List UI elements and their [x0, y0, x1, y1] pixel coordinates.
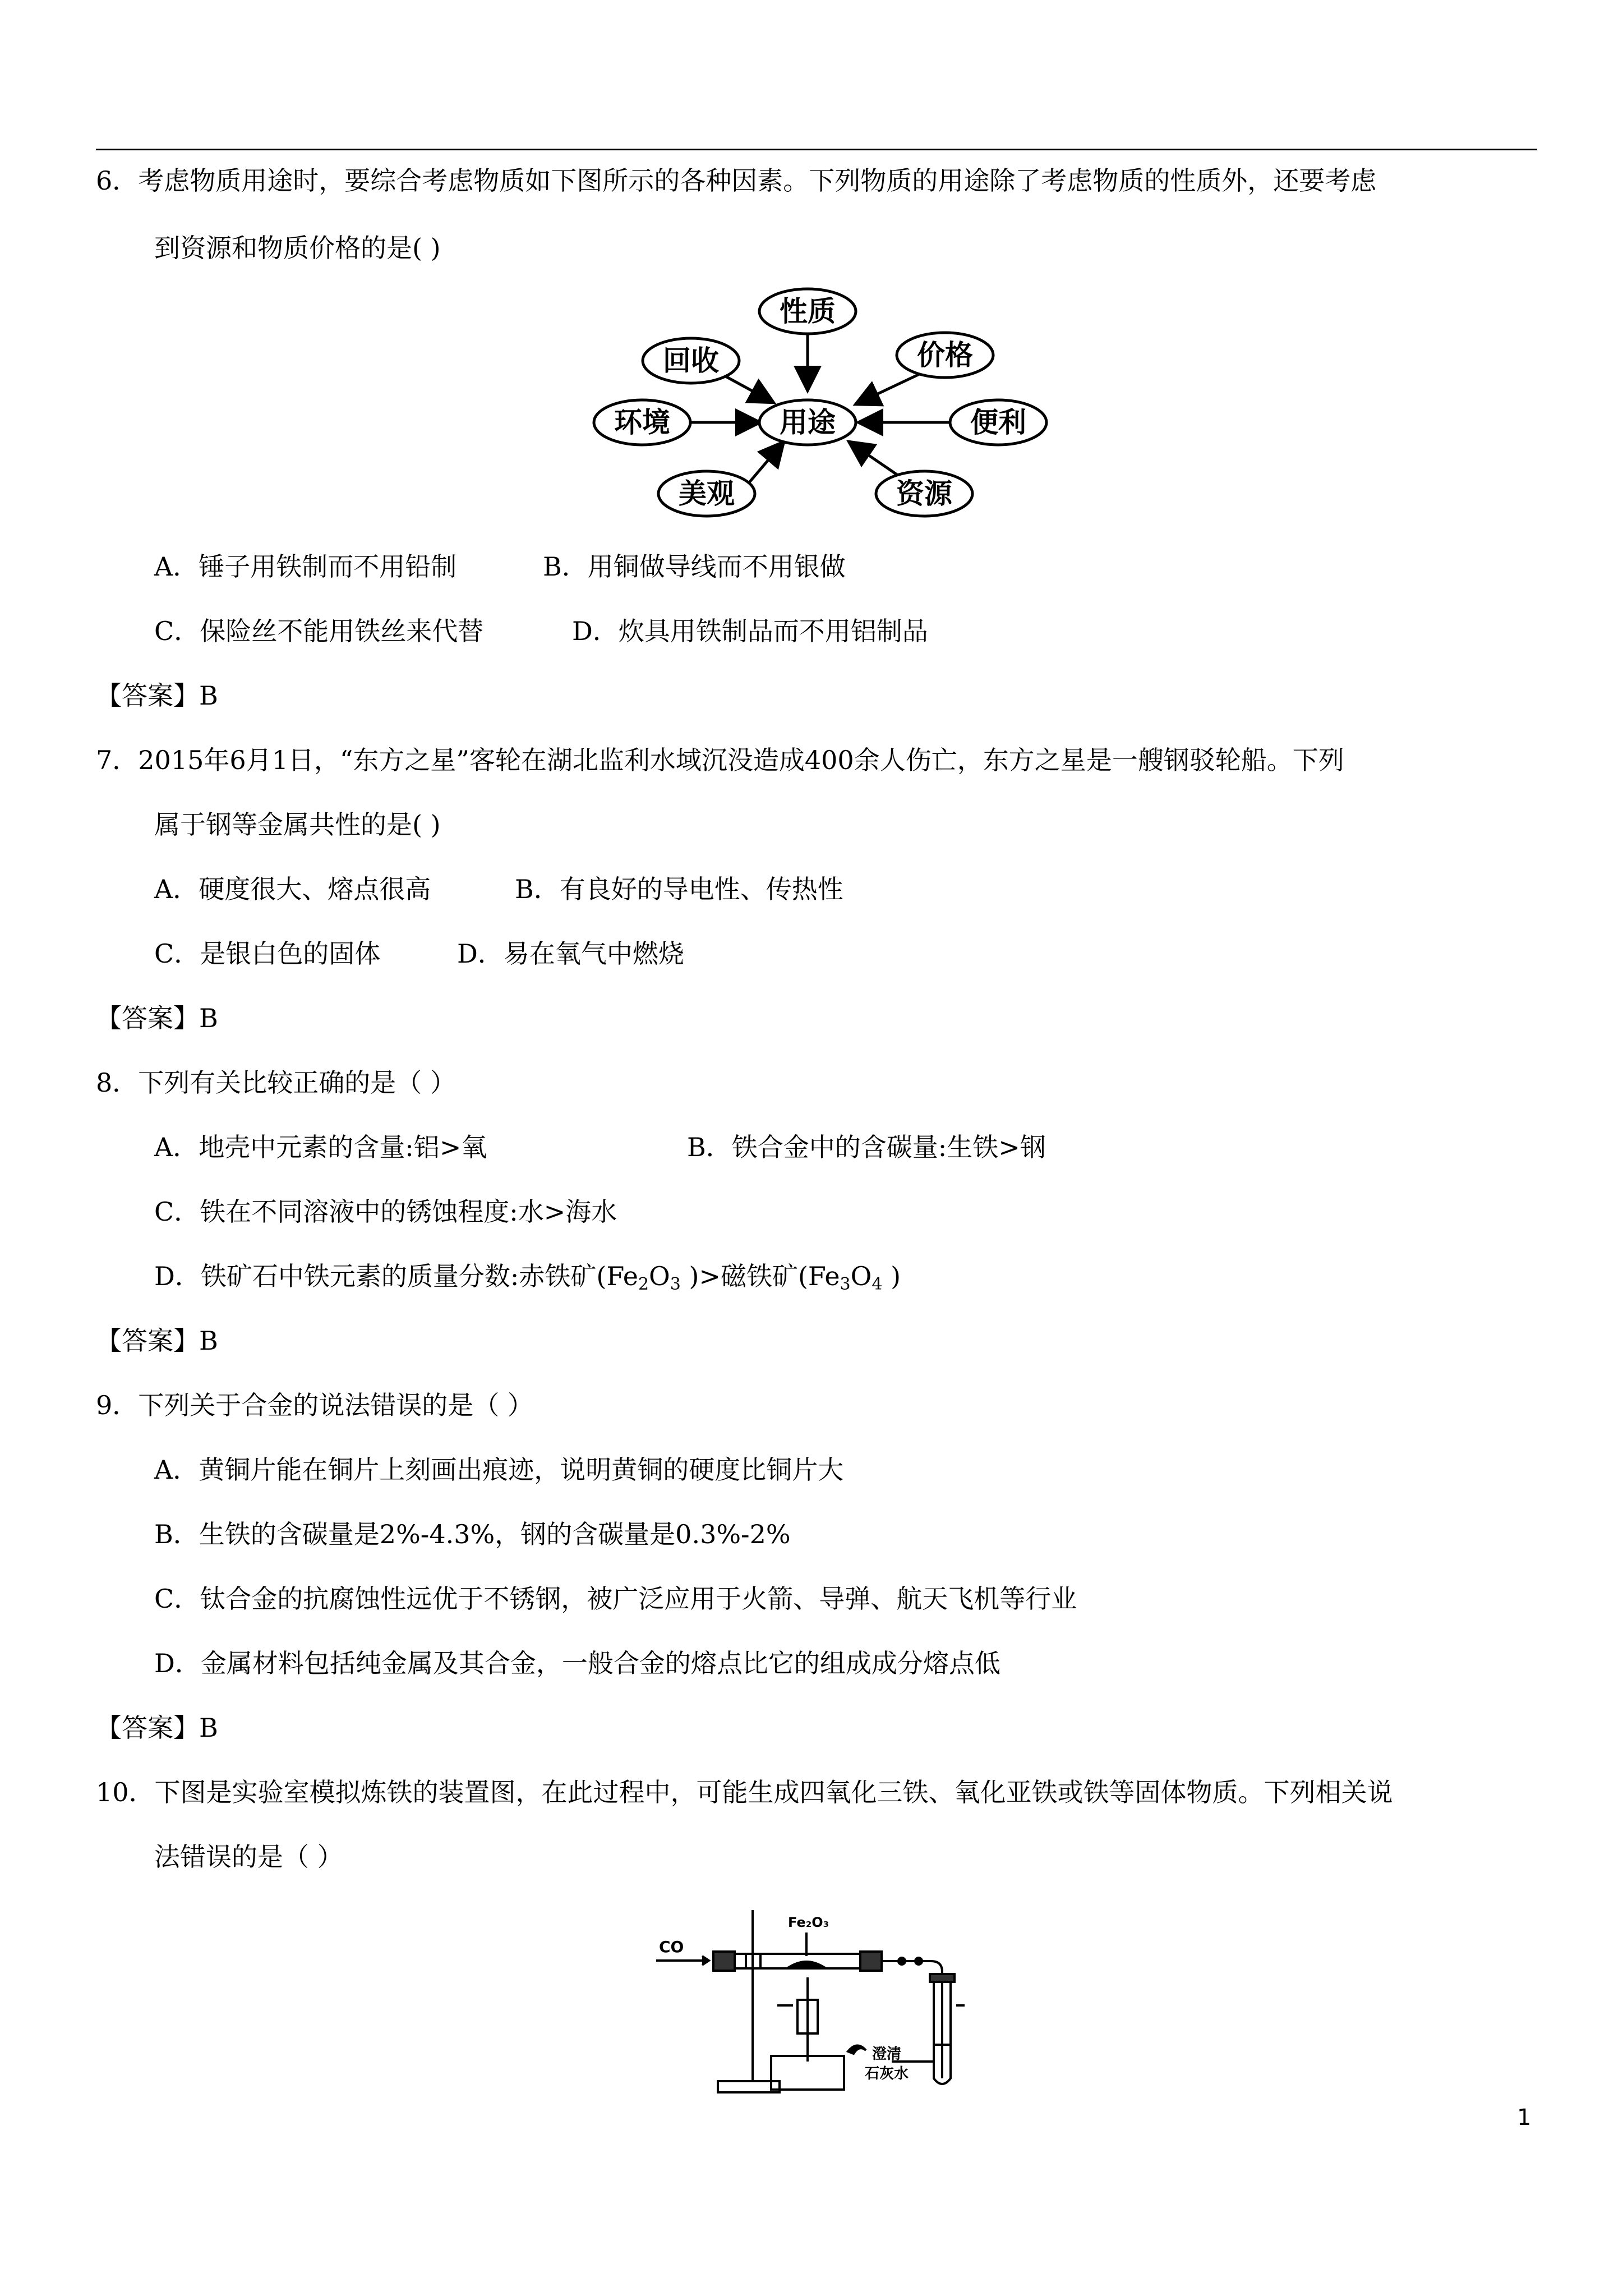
q8-option-d: D．铁矿石中铁元素的质量分数:赤铁矿($Fe_2O_3$ )>磁铁矿($Fe_3O_4$ ) [154, 1261, 901, 1294]
co-label: CO [659, 1938, 684, 1956]
limewater-label-1: 澄清 [872, 2046, 902, 2063]
q6-factor-diagram [583, 283, 1066, 530]
node-recycle: 回收 [663, 344, 719, 377]
tube-joint-1 [898, 1958, 905, 1964]
q9-option-c: C．钛合金的抗腐蚀性远优于不锈钢，被广泛应用于火箭、导弹、航天飞机等行业 [154, 1584, 1077, 1614]
q8-stem: 8．下列有关比较正确的是（ ） [96, 1068, 456, 1098]
node-nature: 性质 [780, 295, 836, 328]
node-use: 用途 [780, 406, 836, 439]
q9-option-b: B．生铁的含碳量是2%-4.3%，钢的含碳量是0.3%-2% [154, 1519, 791, 1549]
q7-option-d: D．易在氧气中燃烧 [457, 938, 684, 969]
q7-option-c: C．是银白色的固体 [154, 938, 381, 969]
q6-stem-line2: 到资源和物质价格的是( ) [154, 233, 441, 263]
node-price: 价格 [917, 339, 973, 371]
node-convenience: 便利 [970, 406, 1026, 439]
arrow-price [855, 371, 926, 404]
q8-option-c: C．铁在不同溶液中的锈蚀程度:水>海水 [154, 1197, 617, 1227]
node-appearance: 美观 [679, 477, 735, 510]
q6-answer: 【答案】B [96, 680, 218, 711]
q6-stem-line1: 6．考虑物质用途时，要综合考虑物质如下图所示的各种因素。下列物质的用途除了考虑物质的性质外，还要考虑 [96, 165, 1377, 196]
q8-option-b: B．铁合金中的含碳量:生铁>钢 [687, 1132, 1046, 1162]
q7-option-a: A．硬度很大、熔点很高 [154, 874, 431, 904]
co-arrow-head [702, 1956, 709, 1965]
q6-option-d: D．炊具用铁制品而不用铝制品 [572, 616, 928, 646]
arrow-appearance [746, 441, 784, 486]
node-environment: 环境 [614, 406, 670, 439]
right-stopper [860, 1952, 882, 1971]
q9-option-a: A．黄铜片能在铜片上刻画出痕迹，说明黄铜的硬度比铜片大 [154, 1455, 844, 1485]
fe2o3-label: Fe₂O₃ [788, 1915, 829, 1930]
q6-option-b: B．用铜做导线而不用银做 [543, 551, 846, 582]
q8-answer: 【答案】B [96, 1326, 218, 1356]
q7-answer: 【答案】B [96, 1003, 218, 1033]
q7-option-b: B．有良好的导电性、传热性 [515, 874, 843, 904]
fe2o3-powder [791, 1962, 822, 1966]
left-stopper [713, 1952, 735, 1971]
q7-stem-line2: 属于钢等金属共性的是( ) [154, 809, 441, 840]
limewater-label-2: 石灰水 [865, 2065, 909, 2082]
q7-stem-line1: 7．2015年6月1日，“东方之星”客轮在湖北监利水域沉没造成400余人伤亡，东方之星是一艘钢驳轮船。下列 [96, 745, 1344, 775]
node-resource: 资源 [896, 477, 952, 510]
q9-stem: 9．下列关于合金的说法错误的是（ ） [96, 1390, 533, 1420]
page-number: 1 [1517, 2105, 1532, 2131]
tube-joint-2 [915, 1958, 922, 1964]
test-tube-stopper [930, 1974, 955, 1982]
q10-stem-line1: 10．下图是实验室模拟炼铁的装置图，在此过程中，可能生成四氧化三铁、氧化亚铁或铁等固体物质。下列相关说 [96, 1777, 1393, 1807]
q10-ironmaking-apparatus [651, 1893, 987, 2097]
gas-tap [848, 2045, 866, 2054]
q6-option-a: A．锤子用铁制而不用铅制 [154, 551, 457, 582]
q9-answer: 【答案】B [96, 1713, 218, 1743]
q10-stem-line2: 法错误的是（ ） [154, 1842, 343, 1872]
header-rule [96, 149, 1537, 150]
q6-option-c: C．保险丝不能用铁丝来代替 [154, 616, 484, 646]
q9-option-d: D．金属材料包括纯金属及其合金，一般合金的熔点比它的组成成分熔点低 [154, 1648, 1000, 1678]
q8-option-a: A．地壳中元素的含量:铝>氧 [154, 1132, 487, 1162]
